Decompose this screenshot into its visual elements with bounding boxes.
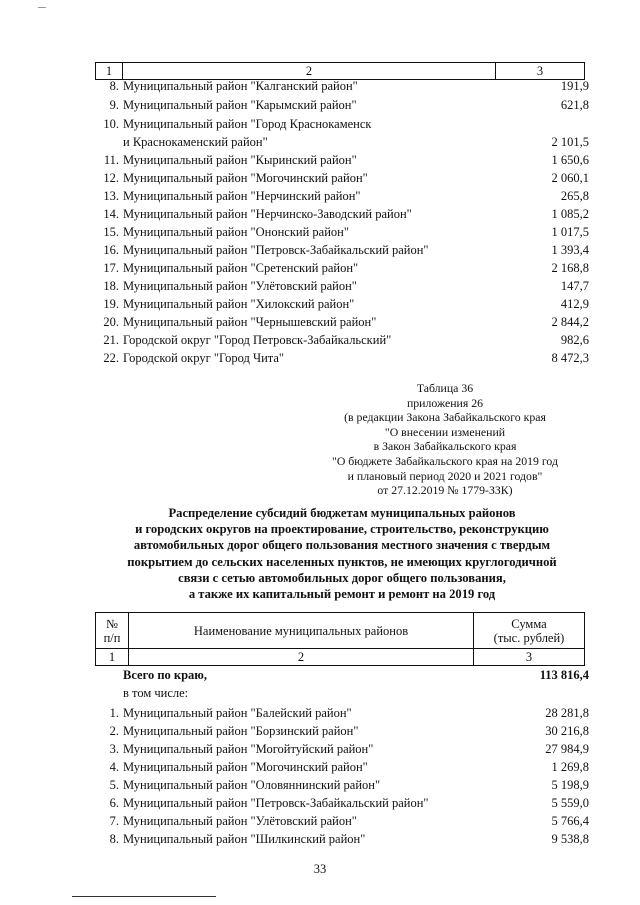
row-number: 7. — [109, 814, 119, 828]
title-line: автомобильных дорог общего пользования местного значения с твердым — [133, 538, 551, 553]
row-name: Муниципальный район "Хилокский район" — [123, 297, 355, 311]
table-row — [95, 795, 589, 812]
row-value: 30 216,8 — [545, 724, 589, 738]
caption-line: и плановый период 2020 и 2021 годов" — [347, 468, 543, 483]
section-title — [92, 505, 592, 602]
table-row — [95, 260, 589, 277]
caption-line: от 27.12.2019 № 1779-ЗЗК) — [377, 483, 513, 498]
caption-line: Таблица 36 — [416, 381, 474, 395]
row-name: Муниципальный район "Чернышевский район" — [123, 315, 377, 329]
row-name: Муниципальный район "Карымский район" — [123, 98, 357, 112]
table-row — [95, 332, 589, 349]
row-name: Муниципальный район "Кыринский район" — [123, 153, 357, 167]
table-row — [95, 723, 589, 740]
page-number: 33 — [313, 862, 327, 876]
header-index-1: 1 — [96, 649, 129, 666]
row-number: 13. — [103, 189, 119, 203]
row-number: 5. — [109, 778, 119, 792]
table-row — [95, 170, 589, 187]
row-value: 1 269,8 — [551, 760, 589, 774]
row-number: 2. — [109, 724, 119, 738]
row-number: 8. — [109, 832, 119, 846]
row-name: Муниципальный район "Петровск-Забайкальский район" — [123, 796, 429, 810]
row-name: Муниципальный район "Улётовский район" — [123, 279, 357, 293]
row-number: 4. — [109, 760, 119, 774]
row-name: Городской округ "Город Чита" — [123, 351, 285, 365]
total-label: Всего по краю, — [123, 668, 207, 682]
row-number: 16. — [103, 243, 119, 257]
row-value: 2 844,2 — [551, 315, 589, 329]
row-name: Муниципальный район "Улётовский район" — [123, 814, 357, 828]
row-number: 17. — [103, 261, 119, 275]
header-sum-unit: (тыс. рублей) — [493, 630, 565, 645]
table-row — [95, 152, 589, 169]
footer-rule — [72, 896, 216, 897]
row-value: 8 472,3 — [551, 351, 589, 365]
row-value: 28 281,8 — [545, 706, 589, 720]
header-col-2: 2 — [123, 63, 496, 80]
title-line: Распределение субсидий бюджетам муниципальных районов — [168, 506, 516, 520]
total-value: 113 816,4 — [539, 668, 589, 682]
row-value: 1 017,5 — [551, 225, 589, 239]
row-number: 14. — [103, 207, 119, 221]
table-row — [95, 116, 589, 133]
row-value: 982,6 — [560, 333, 589, 347]
row-number: 22. — [103, 351, 119, 365]
header-name-col: Наименование муниципальных районов — [129, 613, 474, 649]
table-row — [95, 705, 589, 722]
table-row — [95, 813, 589, 830]
row-value: 5 198,9 — [551, 778, 589, 792]
bottom-table-header — [95, 612, 585, 666]
title-line: а также их капитальный ремонт и ремонт на 2019 год — [188, 587, 496, 602]
table-row — [95, 242, 589, 259]
table-row — [95, 296, 589, 313]
table-row — [95, 314, 589, 331]
table-row — [95, 350, 589, 367]
row-value: 1 085,2 — [551, 207, 589, 221]
row-name: Муниципальный район "Шилкинский район" — [123, 832, 366, 846]
row-number: 6. — [109, 796, 119, 810]
row-name: Муниципальный район "Калганский район" — [123, 79, 358, 93]
total-row — [95, 667, 589, 684]
row-number: 21. — [103, 333, 119, 347]
header-col-1: 1 — [96, 63, 123, 80]
title-line: и городских округов на проектирование, строительство, реконструкцию — [135, 522, 549, 537]
caption-line: "О бюджете Забайкальского края на 2019 год — [332, 453, 558, 468]
row-value: 265,8 — [560, 189, 589, 203]
row-name: Муниципальный район "Балейский район" — [123, 706, 352, 720]
including-label: в том числе: — [123, 686, 189, 700]
table-row — [95, 777, 589, 794]
row-number: 18. — [103, 279, 119, 293]
header-col-3: 3 — [496, 63, 585, 80]
row-number: 11. — [103, 153, 119, 167]
row-value: 1 393,4 — [551, 243, 589, 257]
caption-line: (в редакции Закона Забайкальского края — [344, 410, 546, 425]
row-number: 12. — [103, 171, 119, 185]
title-line: связи с сетью автомобильных дорог общего пользования, — [178, 570, 506, 585]
header-number-col — [96, 613, 129, 649]
row-name: Муниципальный район "Нерчинский район" — [123, 189, 361, 203]
row-value: 2 168,8 — [551, 261, 589, 275]
header-number-sign: № — [106, 616, 118, 631]
caption-line: приложения 26 — [406, 395, 484, 410]
row-value: 5 559,0 — [551, 796, 589, 810]
row-value: 27 984,9 — [545, 742, 589, 756]
including-row — [95, 685, 589, 702]
table-row — [95, 188, 589, 205]
row-number: 20. — [103, 315, 119, 329]
row-value: 2 060,1 — [551, 171, 589, 185]
title-line: покрытием до сельских населенных пунктов, не имеющих круглогодичной — [127, 554, 557, 569]
row-value: 412,9 — [560, 297, 589, 311]
row-name: Муниципальный район "Могочинский район" — [123, 171, 368, 185]
header-sum-col — [474, 613, 585, 649]
table-row-continued — [95, 134, 589, 151]
row-name-line2: и Краснокаменский район" — [123, 135, 268, 149]
caption-line: "О внесении изменений — [384, 424, 506, 439]
row-name: Муниципальный район "Могойтуйский район" — [123, 742, 374, 756]
row-number: 15. — [103, 225, 119, 239]
table-row — [95, 831, 589, 848]
row-name: Муниципальный район "Борзинский район" — [123, 724, 359, 738]
table-row — [95, 759, 589, 776]
row-number: 8. — [109, 79, 119, 93]
header-number-abbr: п/п — [103, 630, 121, 645]
row-name: Муниципальный район "Могочинский район" — [123, 760, 368, 774]
row-value: 9 538,8 — [551, 832, 589, 846]
table-row — [95, 278, 589, 295]
row-number: 1. — [109, 706, 119, 720]
scan-mark — [38, 7, 46, 8]
row-value: 191,9 — [560, 79, 589, 93]
row-number: 3. — [109, 742, 119, 756]
row-name: Муниципальный район "Оловяннинский район" — [123, 778, 381, 792]
row-name: Муниципальный район "Петровск-Забайкальский район" — [123, 243, 429, 257]
caption-line: в Закон Забайкальского края — [373, 439, 517, 454]
row-number: 10. — [103, 117, 119, 131]
row-value: 1 650,6 — [551, 153, 589, 167]
row-name: Муниципальный район "Ононский район" — [123, 225, 349, 239]
table-caption — [300, 381, 590, 498]
row-name: Городской округ "Город Петровск-Забайкальский" — [123, 333, 392, 347]
row-name: Муниципальный район "Сретенский район" — [123, 261, 359, 275]
header-sum-label: Сумма — [511, 616, 547, 631]
table-row — [95, 97, 589, 114]
table-row — [95, 206, 589, 223]
row-number: 19. — [103, 297, 119, 311]
header-index-2: 2 — [129, 649, 474, 666]
row-value: 5 766,4 — [551, 814, 589, 828]
row-number: 9. — [109, 98, 119, 112]
row-value: 621,8 — [560, 98, 589, 112]
row-value: 147,7 — [560, 279, 589, 293]
table-row — [95, 224, 589, 241]
row-name: Муниципальный район "Город Краснокаменск — [123, 117, 372, 131]
row-value: 2 101,5 — [551, 135, 589, 149]
header-index-3: 3 — [474, 649, 585, 666]
row-name: Муниципальный район "Нерчинско-Заводский район" — [123, 207, 412, 221]
table-row — [95, 78, 589, 95]
table-row — [95, 741, 589, 758]
